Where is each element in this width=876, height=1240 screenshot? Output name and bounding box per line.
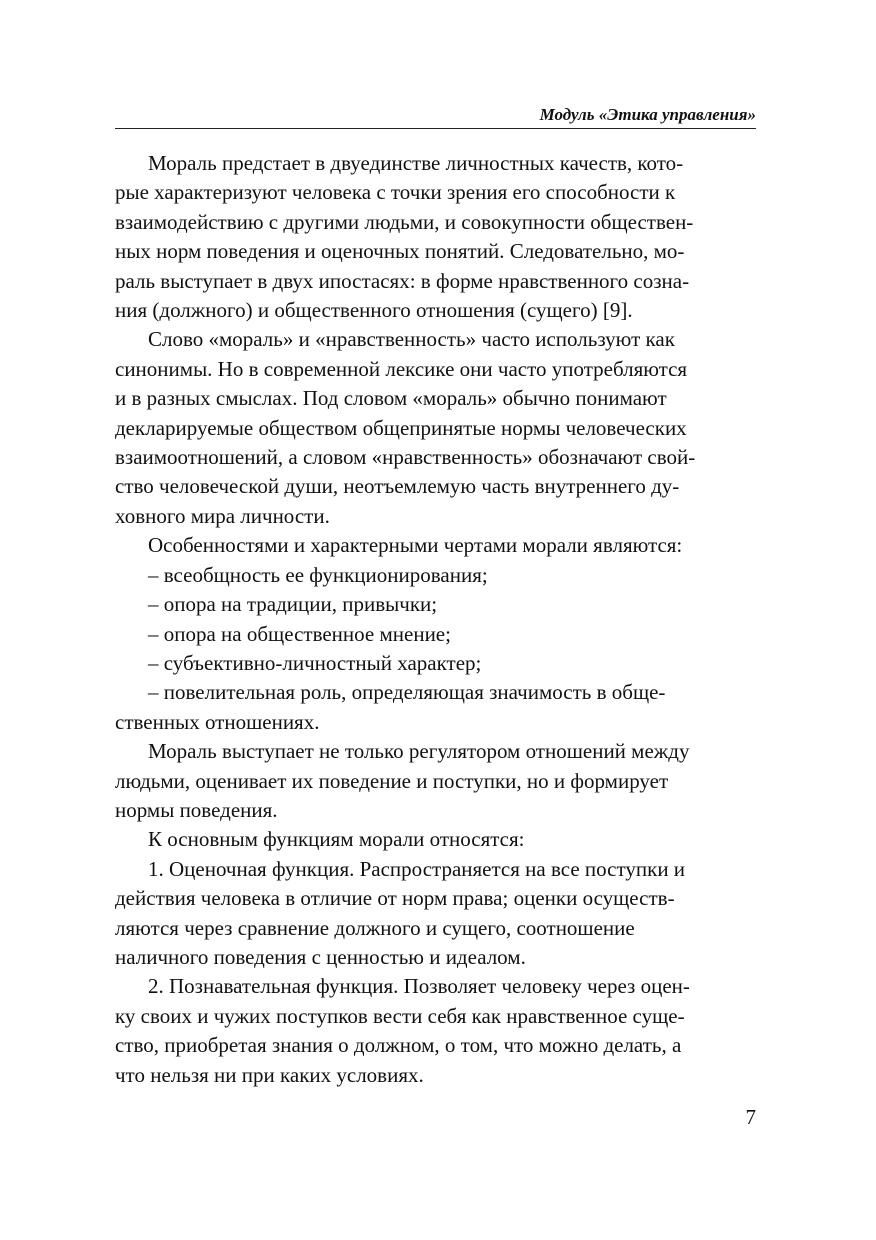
- text-line: взаимоотношений, а словом «нравственность» обозначают свой-: [115, 445, 696, 470]
- text-line: действия человека в отличие от норм права; оценки осуществ-: [115, 886, 675, 911]
- body-text: [115, 149, 756, 1090]
- text-line: – опора на традиции, привычки;: [148, 592, 438, 617]
- paragraph: [115, 972, 756, 1090]
- text-line: 2. Познавательная функция. Позволяет человеку через оцен-: [148, 974, 690, 999]
- text-line: 1. Оценочная функция. Распространяется на все поступки и: [148, 856, 686, 881]
- text-line: – повелительная роль, определяющая значимость в обще-: [148, 680, 666, 705]
- text-line: декларируемые обществом общепринятые нормы человеческих: [115, 415, 687, 440]
- text-line: ния (должного) и общественного отношения (сущего) [9].: [115, 298, 633, 323]
- text-line: К основным функциям морали относятся:: [148, 827, 525, 852]
- text-line: Мораль выступает не только регулятором отношений между: [148, 739, 690, 764]
- text-line: ляются через сравнение должного и сущего, соотношение: [115, 915, 635, 940]
- paragraph: [115, 149, 756, 325]
- paragraph: [115, 825, 756, 854]
- text-line: ных норм поведения и оценочных понятий. Следовательно, мо-: [115, 239, 685, 264]
- paragraph: [115, 855, 756, 973]
- text-line: синонимы. Но в современной лексике они часто употребляются: [115, 356, 688, 381]
- text-line: Слово «мораль» и «нравственность» часто используют как: [148, 327, 675, 352]
- list-item: [115, 620, 756, 649]
- text-line: взаимодействию с другими людьми, и совокупности обществен-: [115, 209, 694, 234]
- list-item: [115, 649, 756, 678]
- paragraph: [115, 325, 756, 531]
- text-line: ство человеческой души, неотъемлемую часть внутреннего ду-: [115, 474, 680, 499]
- text-line: рые характеризуют человека с точки зрения его способности к: [115, 180, 676, 205]
- text-line: ку своих и чужих поступков вести себя как нравственное суще-: [115, 1003, 685, 1028]
- text-line: Мораль предстает в двуединстве личностных качеств, кото-: [148, 151, 684, 175]
- text-line: и в разных смыслах. Под словом «мораль» обычно понимают: [115, 386, 667, 411]
- text-line: ховного мира личности.: [115, 503, 330, 528]
- list-item: [115, 590, 756, 619]
- text-line: раль выступает в двух ипостасях: в форме нравственного созна-: [115, 268, 690, 293]
- text-line: ство, приобретая знания о должном, о том, что можно делать, а: [115, 1033, 682, 1058]
- paragraph: [115, 737, 756, 825]
- text-line: – всеобщность ее функционирования;: [148, 562, 488, 587]
- text-line: ственных отношениях.: [115, 709, 320, 734]
- running-head: Модуль «Этика управления»: [539, 105, 756, 124]
- text-line: нормы поведения.: [115, 797, 278, 822]
- page-number: 7: [745, 1105, 756, 1129]
- text-line: – опора на общественное мнение;: [148, 621, 451, 646]
- paragraph: [115, 531, 756, 560]
- text-line: что нельзя ни при каких условиях.: [115, 1062, 424, 1087]
- text-line: Особенностями и характерными чертами морали являются:: [148, 533, 683, 558]
- list-item: [115, 678, 756, 737]
- list-item: [115, 561, 756, 590]
- header-divider: [115, 128, 756, 129]
- text-line: людьми, оценивает их поведение и поступки, но и формирует: [115, 768, 669, 793]
- text-line: – субъективно-личностный характер;: [148, 650, 482, 675]
- text-line: наличного поведения с ценностью и идеалом.: [115, 944, 526, 969]
